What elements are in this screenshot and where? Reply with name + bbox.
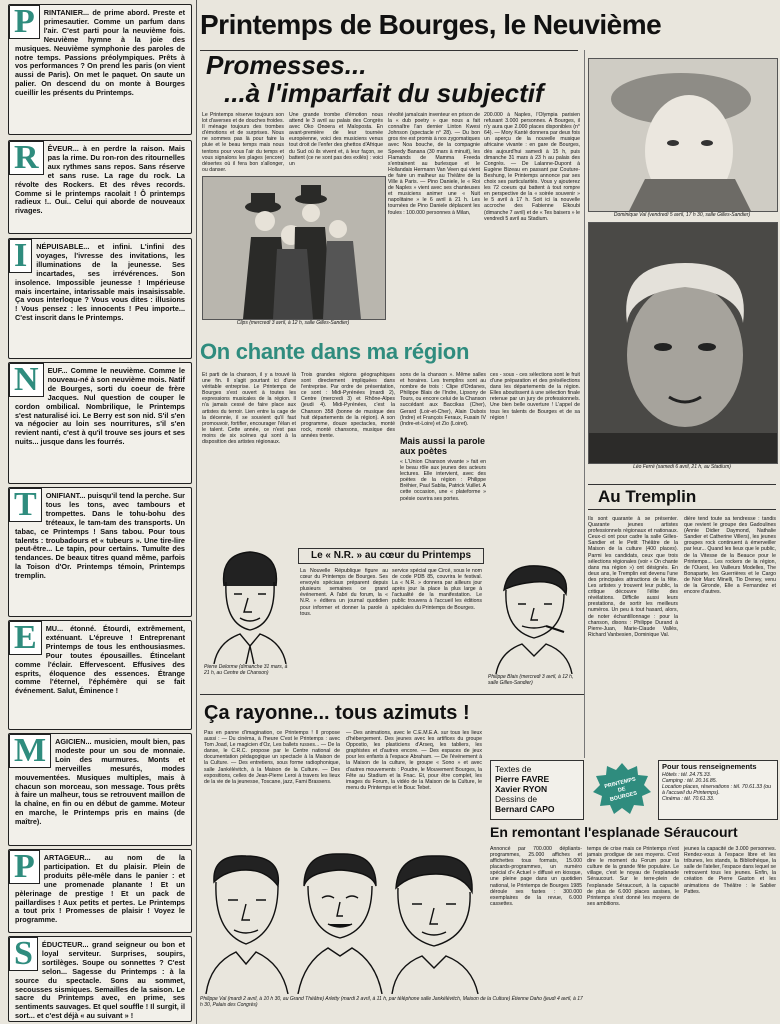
nr-headline: Le « N.R. » au cœur du Printemps bbox=[310, 550, 472, 561]
acrostic-text: MU... étonné. Étourdi, extrêmement, exténuant. L'épreuve ! Entreprenant Printemps de tous les enthousiasmes. Pour toutes épousailles. Étincelant comme l'éclair. Effervescent. Effusives des esprits, éloquence des essences. Étrange comme l'éternel, l'éphémère qui se fait événement. Salut, Éminence ! bbox=[15, 624, 185, 696]
info-line: Hôtels : tél. 24.75.33. bbox=[662, 772, 712, 778]
tremplin-col-2: dière tend toute sa tendresse : tandis que revient le groupe des Gadoulines (Annie Didier Daymond, Nathalie Sandier et Catherine Villers), les jeunes groupes rock continuent à émerveiller par leur... Quand les lieux que le public, de la Vitesse de la Beauce pour le Printemps... Les rockers de la région, de l'Ouest, les Vailleurs Modelles, The Bonaparte, les Guerrières et le Cargo de Noir Marc Minelli, Tio Dreney, venu de la Gironde, Elle a Fernandez et encore d'autres. bbox=[684, 516, 776, 596]
paroles-text: « L'Union Chanson vivante » fait en le beau rôle aux jeunes des acteurs lectures. Elle intervient, avec des poètes de la région : Philippe Bréhier, Paul Sablia, Patrick Vuillet. A cette occasion, une « plateforme » poésie ouvrira ses portes. bbox=[400, 459, 486, 502]
textes-label: Textes de bbox=[495, 764, 532, 774]
val-caption: Dominique Val (vendredi 5 avril, 17 h 30, salle Gilles-Sandier) bbox=[613, 212, 751, 218]
acrostic-text: ARTAGEUR... au nom de la participation. Et du plaisir. Plein de produits pêle-mêle dans le panier : et une promenade planante ! Et un pèlerinage de prestige ! Et un pack de paillardises ! Aux petits et pertes. Le Printemps a tout prix ! Promesses de plaisir ! Voyez le programme. bbox=[15, 853, 185, 925]
acrostic-box-seducteur bbox=[8, 936, 192, 1022]
leo-ferre-photo bbox=[588, 222, 778, 464]
author-2: Xavier RYON bbox=[495, 784, 548, 794]
acrostic-box-reveur bbox=[8, 140, 192, 234]
info-line: Location places, réservations : tél. 70.61.33 (ou à l'accueil du Printemps). bbox=[662, 784, 772, 796]
nr-box bbox=[298, 548, 484, 564]
acrostic-text: ONIFIANT... puisqu'il tend la perche. Sur tous les tons, avec tambours et trompettes. Dans le tohu-bohu des tréteaux, le tam-tam des transports. Un tabac, ce Printemps ! Sans tabou. Pour tous talents : troubadours et « tubeurs ». Une tire-lire peut-être... Le tapin, pour certains. Tumulte des tendances. De beaux titres quand même, parfois la Toison d'Or. Printemps témoin, Printemps tremplin. bbox=[15, 491, 185, 581]
arletty-caricature bbox=[298, 854, 382, 994]
rayonne-col-1: Pas en panne d'imagination, ce Printemps ! Il propose aussi : — Du cinéma, à l'heure C'est le Printemps : avec Tom Joad, Le magicien d'Oz, Les ballets russes... — De la danse, le C.R.C. propose par le Centre national de documentation pédagogique un spectacle à la Maison de la Culture. — Des entretiens, sous forme radiophonique, salle Jankélévitch, à la Maison de la Culture. — Des expositions, celles de Jean-Pierre Leroi à travers les lieux de la vie de la jeunesse, Toscane, jazz, Fami Brassens. bbox=[204, 730, 340, 785]
blais-caricature bbox=[488, 560, 580, 674]
info-title: Pour tous renseignements bbox=[662, 762, 757, 771]
badge-text: PRINTEMPS DE BOURGES bbox=[603, 776, 638, 804]
tremplin-col-1: Ils sont quarante à se présenter. Quarante jeunes artistes professionnels régionaux et nationaux. Ceux-ci ont pour cadre la salle Gilles-Sandier et le Petit Théâtre de la Maison de la culture (400 places). Parmi les candidats, ceux que trois sélections régionales (voir « On chante dans ma région ») ont désignés. En deux ans, le Tremplin est devenu l'une des principales attractions de la fête. Les artistes y trouvent leur public, la critique découvre l'élite des révélations. Difficile aussi leurs prestations, de sortir les meilleurs numéros. Un peu à tout hasard, alors, de noter échantillonnage : pour la chanson, disons : Philippe Durand à Pierre-Juan, Marie-Claude Vallès, Richard Vanbesien, Dominique Val. bbox=[588, 516, 678, 638]
chante-col-3: sons de la chanson ». Même salles et horaires. Les tremplins sont au nombre de trois : Clipe d'Ordanes, Philippe Blais de l'Indre, Lipsony de Tours, ou encore celui de la Chanson succédant aux Baccikas (Cher), Gerard (Loir-et-Cher), Alain Dubois (Indre) et François Feraux, Fusain IV (Indre-et-Loire) et Zio (Loiret). bbox=[400, 372, 486, 427]
page-title: Printemps de Bourges, le Neuvième bbox=[200, 9, 662, 40]
chante-headline: On chante dans ma région bbox=[200, 339, 470, 364]
dropcap: R bbox=[9, 141, 44, 175]
promesses-col-1: Le Printemps réserve toujours son lot d'averses et de douches froides. Il ménage toujours des trombes d'émotions et de surprises. Nous ne sommes pas là pour faire la pluie et le beau temps mais nous tentons pour vous l'air du temps et vous signalons les plages (encore) désertes où il fera bon s'allonger, ou danser. bbox=[202, 112, 284, 172]
column-rule bbox=[196, 0, 197, 1024]
esplanade-col-2: temps de crise mais ce Printemps n'est jamais prodigue de ses moyens. C'est dire le moment du Forum pour la culture de la grande fête populaire. Le village, c'est le noyau de l'esplanade Séraucourt. Sur le terre-plein de l'esplanade Séraucourt, à la capacité de plus de 6.000 places assises, le Printemps s'est donné les moyens de ses ambitions. bbox=[587, 846, 679, 907]
promesses-col-3: révolté jamaïcain inventeur en prison de la « dub poetry » que nous a fait connaître l'an dernier Linton Kwesi Johnson (spectacle n° 28). — Du bon gros rire est promis à nos zygomatiques avec Noa bouche, de la compagnie Speedy Banana (30 mars à minuit), les Flamands de Mamma Freeda s'entrainent au burlesque et le Hollandais Hermann Van Veen qui vient de faire un malheur au Théâtre de la Ville à Paris. — Pino Daniele, le « Roi de Naples » vient avec ses chanteuses et musiciens animer une « Nuit napolitaine » le 6 avril à 21 h. Les tournées de Pino Daniele déplacent les foules : 100.000 personnes à Milan, bbox=[388, 112, 480, 216]
paroles-section bbox=[400, 436, 486, 555]
dropcap: P bbox=[9, 5, 40, 39]
info-line: Camping : tél. 20.16.85. bbox=[662, 778, 718, 784]
rayonne-headline: Ça rayonne... tous azimuts ! bbox=[204, 702, 470, 724]
acrostic-box-partageur bbox=[8, 849, 192, 933]
rayonne-col-2: — Des animations, avec le C.E.M.E.A. sur tous les lieux d'hébergement. Des jeunes avec les artifices du groupe Oppostio, les plasticiens d'Arseq, les tabliers, les graphistes et d'autres encore. — Des espaces de jeux pour les enfants à l'espace Abraham. — De l'événement à la Maison de la culture, le groupe « Sono » et avec d'autres mouvements : Poudre, le Mouvement Bourges, la Fête au Stadium et la Fnac. Et, pour être complet, les images du Forum, la vidéo de la Maison de la Culture, le menu du Printemps et le Bouc Tebet. bbox=[346, 730, 482, 791]
acrostic-text: RINTANIER... de prime abord. Preste et primesautier. Comme un parfum dans l'air. C'est parti pour la neuvième fois. Neuvième hymne à la joie des musiques. Neuvième symphonie des paroles de notre temps. Passions préolympiques. Prêts à vos performances ? On prend les paris (on vient aussi de Paris). On met le paquet. On saute un palier. On descend du on monte à Bourges cueillir les présents du Printemps. bbox=[15, 8, 185, 98]
ferre-caption: Léo Ferré (samedi 6 avril, 21 h, au Stadium) bbox=[633, 464, 731, 470]
acrostic-box-printanier bbox=[8, 4, 192, 135]
promesses-col-2: Une grande trombe d'émotion nous attend le 3 avril au palais des Congrès avec Oko Onoera et Maloposta. En avant-première de leur tournée européenne, voici des musiciens venus tout droit de l'enfer des ghettos d'Afrique du Sud où ils vivent et, à leur façon, se battent (ce ne sont pas des exilés) : voici un bbox=[289, 112, 383, 167]
chante-col-4: ces - sous - ces sélections sont le fruit d'une préparation et des présélections dans les départements de la région. Elles aboutissent à une sélection finale retenue par un jury de professionnels. Une bien belle ouverture ! L'appel de tous les talents de Bourges et de sa région ! bbox=[490, 372, 580, 421]
illustrator: Bernard CAPO bbox=[495, 804, 555, 814]
val-caricature bbox=[206, 856, 288, 994]
acrostic-box-tonifiant bbox=[8, 487, 192, 617]
info-line: Cinéma : tél. 70.61.33. bbox=[662, 796, 715, 802]
info-box bbox=[658, 760, 778, 820]
clips-photo bbox=[202, 176, 386, 320]
acrostic-box-neuf bbox=[8, 362, 192, 484]
acrostic-text: NÉPUISABLE... et infini. L'infini des voyages, l'ivresse des invitations, les illuminations de la jeunesse. Ses incartades, ses irrévérences. Son insolence. Impossible jeunesse ! Impérieuse mais incertaine, intarissable mais insaisissable. Ça vous interloque ? Vous vous dites : illusions ! Vous pensez : les innocents ! Peu importe... C'est inscrit dans le Printemps. bbox=[15, 242, 185, 323]
dominique-val-photo bbox=[588, 58, 778, 212]
dropcap: S bbox=[9, 937, 38, 971]
acrostic-box-magicien bbox=[8, 733, 192, 846]
promesses-subheadline: ...à l'imparfait du subjectif bbox=[224, 78, 544, 108]
delorme-caption: Pierre Delorme (dimanche 31 mars, à 21 h, au Centre de Chanson) bbox=[204, 664, 288, 676]
nr-col-2: service spécial que Circé, sous le nom de code PDB 85, couvrira le festival. La « N.R. » donnera par ailleurs jour après jour la place la plus large à l'actualité de la manifestation. Le public trouvera à l'accueil les éditions spéciales du Printemps de Bourges. bbox=[392, 568, 482, 611]
tremplin-header bbox=[588, 484, 776, 510]
dessins-label: Dessins de bbox=[495, 794, 538, 804]
dropcap: M bbox=[9, 734, 51, 768]
chante-col-1: Et parti de la chanson, il y a trouvé là une fin. Il s'agit pourtant ici d'une véritable entreprise. Le Printemps de Bourges s'est ouvert à toutes les expressions musicales de la région. Il n'a jamais cessé de faire place aux artistes du terroir. Lien entre la cage de la décennie, il se souvient qu'il faut promouvoir, fortifier, encourager l'élan et le talent. Cette année, ce n'est pas moins de six scènes qui sont à la disposition des artistes régionaux. bbox=[202, 372, 296, 446]
acrostic-text: ÉDUCTEUR... grand seigneur ou bon et loyal serviteur. Surprises, soupirs, sortilèges. Soupe ou sonnettes ? C'est selon... Sagesse du Printemps : à la source du spectacle. Sons au sommet, secousses sismiques. Semailles de la saison. Le sacre du Printemps avec, en prime, ses sentiments sauvages. Et quel souffle ! Il surgit, il sort... et c'est déjà « au suivant » ! bbox=[15, 940, 185, 1021]
delorme-caricature bbox=[204, 546, 294, 664]
section-rule bbox=[200, 694, 584, 695]
acrostic-box-inepuisable bbox=[8, 238, 192, 359]
esplanade-headline: En remontant l'esplanade Séraucourt bbox=[490, 824, 738, 840]
acrostic-text: EUF... Comme le neuvième. Comme le nouveau-né à son neuvième mois. Natif de Bourges, sorti du coeur de frère Jacques. Nul question de couper le cordon ombilical. Nombrilique, le Printemps s'est naturalisé ici. Le Berry est son nid. S'il s'en va négocier au loin ses nourritures, s'il s'en revient nanti, c'est à qu'il trouve ses jours et ses nuits... jusque dans les fourrés. bbox=[15, 366, 185, 447]
dropcap: I bbox=[9, 239, 32, 273]
column-rule bbox=[584, 50, 585, 758]
acrostic-box-emu bbox=[8, 620, 192, 730]
daho-caricature bbox=[392, 856, 478, 994]
acrostic-text: AGICIEN... musicien, moult bien, pas modeste pour un sou de monnaie. Loin des murmures. Monts et merveilles mesurés, modes mouvementées. Musiques multiples, mais à chacun son morceau, son message. Tous prêts à faire un malheur, tous se retrouvent maillon de la chaîne, en fin ou en début de gamme. Moteur en marche, le Printemps pris en mains (de maître). bbox=[15, 737, 185, 827]
clips-caption: Clips (mercredi 3 avril, à 12 h, salle Gilles-Sandier) bbox=[236, 320, 350, 326]
printemps-badge bbox=[590, 760, 654, 818]
author-1: Pierre FAVRE bbox=[495, 774, 550, 784]
dropcap: N bbox=[9, 363, 44, 397]
credits-box bbox=[490, 760, 584, 820]
paroles-headline: Mais aussi la parole aux poètes bbox=[400, 436, 486, 456]
promesses-section bbox=[200, 50, 578, 107]
bottom-caricatures bbox=[200, 852, 486, 994]
dropcap: E bbox=[9, 621, 42, 655]
tremplin-headline: Au Tremplin bbox=[598, 487, 697, 506]
promesses-col-4: 200.000 à Naples, l'Olympia parisien refusant 3.000 personnes. A Bourges, il n'y aura que 2.000 places disponibles (n° 64). — Mory Kanté donnera par deux fois un aperçu de la nouvelle musique africaine vivante : en gare de Bourges, dès aujourd'hui samedi à 15 h, puis dimanche 31 mars à 23 h au palais des Congrès. — De Lalanne-Dupont à Eugène Bizeau en passant par Couture-Beshung, le Printemps annonce par ses choix ses particularités. Vous y ajouterez les 72 coeurs qui battent à tout rompre en perspective de la « soirée souvenir » le 5 avril à 17 h. Soit ici la nouvelle accroche des Fabienne Elkoubi (dimanche 7 avril) et de « Tes baisers » le vendredi 5 avril au Stadium. bbox=[484, 112, 580, 222]
acrostic-text: ÊVEUR... à en perdre la raison. Mais pas la rime. Du ron-ron des ritournelles aux rythmes sans repos. Sans réserve et sans ruse. La rage du rock. La révolte des Rockers. Et des rêves records. Comme si le printemps racolait ! Ô printemps radieux !.. Oui.. Celui qui aborde de nouveaux rivages. bbox=[15, 144, 185, 216]
nr-col-1: La Nouvelle République figure au cœur du Printemps de Bourges. Ses envoyés spéciaux préparent depuis plusieurs semaines ce grand événement. A l'abri du forum, la « N.R. » éditera un journal quotidien pour informer et donner la parole à tous. bbox=[300, 568, 388, 617]
esplanade-col-3: jeunes la capacité de 3.000 personnes. Rendez-vous à l'espace libre et les tribunes, les stands, la Bibliothèque, la salle de l'atelier, l'espace dans lequel se retrouvent tous les jeunes. Enfin, la création de Pierre Gaston et les animations de Théâtre : le Sablier Pattes. bbox=[684, 846, 776, 895]
promesses-headline: Promesses... bbox=[206, 50, 367, 80]
bottom-caption: Philippe Val (mardi 2 avril, à 10 h 30, au Grand Théâtre) Arletty (mardi 2 avril, à 11 h, par téléphone salle Jankélévitch, Maison de la Culture) Étienne Daho (jeudi 4 avril, à 17 h 30, Palais des Congrès) bbox=[200, 996, 583, 1008]
blais-caption: Philippe Blais (mercredi 3 avril, à 12 h, salle Gilles-Sandier) bbox=[488, 674, 574, 686]
chante-col-2: Trois grandes régions géographiques sont directement impliquées dans l'entreprise. Par ordre de présentation, ce sont : Midi-Pyrénées (mardi 2), Centre (mercredi 3) et Rhône-Alpes (jeudi 4). Midi-Pyrénées, c'est la Chanson 358 (bonne de musique des huit départements de la région). A son programme, douze spectacles, monté rock, monté chansons, musique des années trente. bbox=[301, 372, 395, 439]
dropcap: T bbox=[9, 488, 42, 522]
dropcap: P bbox=[9, 850, 40, 884]
esplanade-col-1: Annoncé par 700.000 dépliants-programmes, 25.000 affiches et affichettes tous formats, 15.000 placards-programmes, un numéro spécial d'« Actuel » diffusé en kiosque, une pleine page dans un quotidien national, le Printemps de Bourges 1985 déroule ses fastes : 300.000 exemplaires de la revue, 6.000 cassettes. bbox=[490, 846, 582, 907]
